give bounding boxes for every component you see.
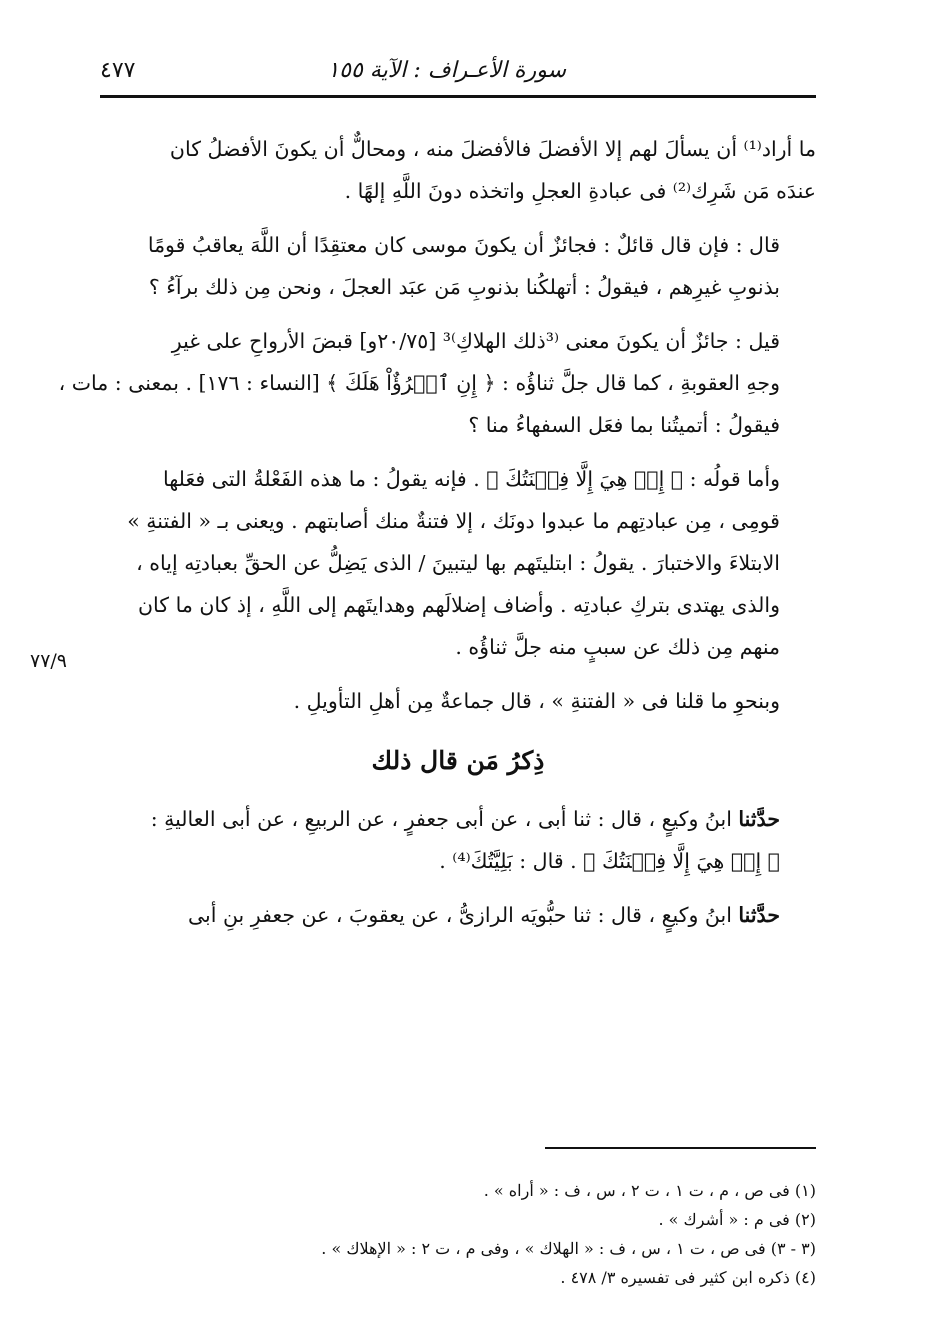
paragraph [100,224,816,308]
running-title: سورة الأعـراف : الآية ١٥٥ [327,58,566,83]
paragraph [58,320,816,446]
running-header [100,52,816,98]
header-rule [100,95,816,98]
text-line: فيقولُ : أتميتُنا بما فعَل السفهاءُ منا ؟ [468,413,780,437]
page-number: ٤٧٧ [100,58,136,83]
footnote: (٢) فى م : « أشرك » . [658,1210,816,1229]
text-line: قال : فإن قال قائلٌ : فجائزٌ أن يكونَ موسى كان معتقِدًا أن اللَّهَ يعاقبُ قومًا [147,233,780,257]
paragraph [100,128,816,212]
footnote: (١) فى ص ، م ، ت ١ ، ت ٢ ، س ، ف : « أراه » . [483,1181,816,1200]
footnotes [100,1176,816,1292]
paragraph [100,680,816,722]
narration-lead: حدَّثنا [738,903,780,927]
margin-page-reference: ٧٧/٩ [30,650,68,672]
footnote-separator [545,1147,816,1149]
text-line: وبنحوِ ما قلنا فى « الفتنةِ » ، قال جماعةٌ مِن أهلِ التأويلِ . [293,689,780,713]
main-text [58,128,816,948]
footnote: (٣ - ٣) فى ص ، ت ١ ، س ، ف : « الهلاك » ، وفى م ، ت ٢ : « الإهلاك » . [321,1239,816,1258]
text-line: قيل : جائزٌ أن يكونَ معنى ⁽³ذلك الهلاكِ⁾³ [٢٠/٧٥و] قبضَ الأرواحِ على غيرِ [171,329,780,353]
text-line: والذى يهتدى بتركِ عبادتِه . وأضاف إضلالَهم وهدايتَهم إلى اللَّهِ ، إذ كان ما كان [138,593,780,617]
narration-lead: حدَّثنا [738,807,780,831]
text-line: وجهِ العقوبةِ ، كما قال جلَّ ثناؤُه : ﴿ إِنِ ٱمۡرُؤٌاْ هَلَكَ ﴾ [النساء : ١٧٦] . بمعنى : مات ، [58,371,780,395]
text-line: الابتلاءَ والاختبارَ . يقولُ : ابتليتَهم بها ليتبينَ / الذى يَضِلُّ عن الحقِّ بعبادتِه إياه ، [136,551,780,575]
text-line [100,798,816,840]
footnote: (٤) ذكره ابن كثير فى تفسيره ٣/ ٤٧٨ . [560,1268,816,1287]
text-line: ما أراد⁽¹⁾ أن يسألَ لهم إلا الأفضلَ فالأفضلَ منه ، ومحالٌّ أن يكونَ الأفضلُ كان [169,137,816,161]
text-line: وأما قولُه : ﴿ إِنۡ هِيَ إِلَّا فِتۡنَتُكَ ﴾ . فإنه يقولُ : ما هذه الفَعْلةُ التى فعَلها [162,467,780,491]
narration [100,894,816,936]
narration-text: ابنُ وكيعٍ ، قال : ثنا حبُّويَه الرازىُّ ، عن يعقوبَ ، عن جعفرِ بنِ أبى [187,903,732,927]
text-line: بذنوبِ غيرِهم ، فيقولُ : أتهلكُنا بذنوبِ مَن عبَد العجلَ ، ونحن مِن ذلك برآءُ ؟ [148,275,780,299]
narration-text: ابنُ وكيعٍ ، قال : ثنا أبى ، عن أبى جعفرٍ ، عن الربيعِ ، عن أبى العاليةِ : [150,807,732,831]
text-line: ﴿ إِنۡ هِيَ إِلَّا فِتۡنَتُكَ ﴾ . قال : بَلِيَّتُكَ⁽⁴⁾ . [439,849,780,873]
narration [100,798,816,882]
section-heading: ذِكرُ مَن قال ذلك [371,746,545,775]
paragraph [100,458,816,668]
text-line: عندَه مَن شَرِك⁽²⁾ فى عبادةِ العجلِ واتخذه دونَ اللَّهِ إلهًا . [344,179,816,203]
text-line: قومِى ، مِن عبادتِهم ما عبدوا دونَك ، إلا فتنةٌ منك أصابتهم . ويعنى بـ « الفتنةِ » [127,509,780,533]
text-line: منهم مِن ذلك عن سببٍ منه جلَّ ثناؤُه . [455,635,780,659]
text-line [100,894,816,936]
